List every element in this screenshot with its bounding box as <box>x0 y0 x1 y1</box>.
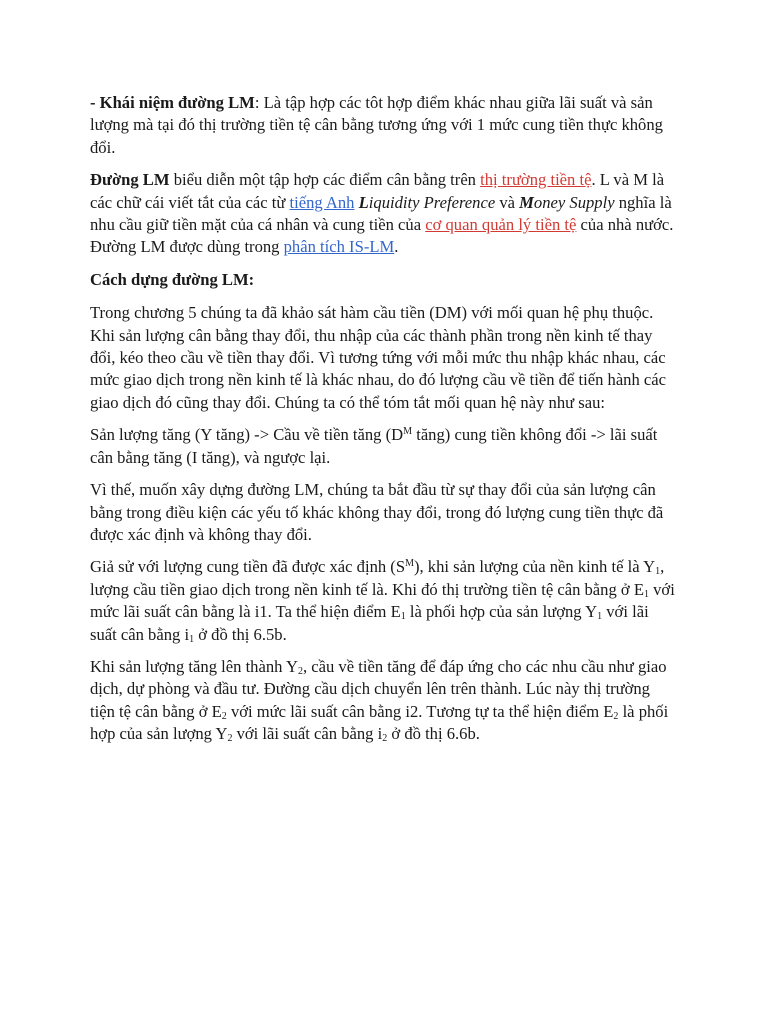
lm-concept-lead: - Khái niệm đường LM <box>90 93 255 112</box>
text-run: với mức lãi suất cân bằng i2. Tương tự ta thể hiện điểm E <box>226 701 614 721</box>
subscript: 2 <box>227 733 233 745</box>
text-run: tăng) cung tiền không đổi -> lãi suất cân bằng tăng (I tăng), và ngược lại. <box>90 425 658 467</box>
subscript: 1 <box>597 611 603 623</box>
paragraph-construction <box>90 479 678 546</box>
text-run: ở đồ thị 6.6b. <box>387 724 480 744</box>
text-run: nghĩa là nhu cầu giữ tiền mặt của cá nhân và cung tiền của <box>90 192 672 235</box>
section-heading <box>90 269 678 291</box>
term-initial-m: M <box>519 192 534 212</box>
text-run: với lãi suất cân bằng i <box>232 724 383 744</box>
text-run: . L và M là các chữ cái viết tắt của các từ <box>90 170 665 212</box>
lm-definition-lead: Đường LM <box>90 170 170 190</box>
term-rest: oney Supply <box>533 192 615 212</box>
link-english[interactable]: tiếng Anh <box>289 192 355 212</box>
text-run: Khi sản lượng tăng lên thành Y <box>90 656 298 676</box>
subscript: 1 <box>400 611 406 623</box>
subscript: 1 <box>643 588 649 600</box>
text-run: . <box>394 237 399 257</box>
paragraph-lm-definition <box>90 169 678 259</box>
text-run: biểu diễn một tập hợp các điểm cân bằng trên <box>169 170 481 190</box>
link-is-lm-analysis[interactable]: phân tích IS-LM <box>283 237 395 257</box>
link-money-market[interactable]: thị trường tiền tệ <box>480 170 592 190</box>
paragraph-money-demand <box>90 302 678 414</box>
subscript: 2 <box>297 665 303 677</box>
text-run: Giả sử với lượng cung tiền đã được xác định (S <box>90 557 406 577</box>
text-run: của nhà nước. Đường LM được dùng trong <box>90 215 674 257</box>
superscript: M <box>405 558 414 570</box>
text-run: , cầu về tiền tăng để đáp ứng cho các nhu cầu như giao dịch, dự phòng và đầu tư. Đường cầu dịch chuyển lên trên thành. Lúc này thị trường tiện tệ cân bằng ở E <box>90 656 667 721</box>
text-run: Sản lượng tăng (Y tăng) -> Cầu về tiền tăng (D <box>90 425 404 445</box>
term-rest: iquidity Preference <box>368 192 496 212</box>
text-run: , lượng cầu tiền giao dịch trong nền kinh tế là. Khi đó thị trường tiền tệ cân bằng ở E <box>90 557 665 599</box>
subscript: 2 <box>221 710 227 722</box>
text-run: ở đồ thị 6.5b. <box>194 624 287 644</box>
link-monetary-authority[interactable]: cơ quan quản lý tiền tệ <box>425 215 577 235</box>
text-run: Trong chương 5 chúng ta đã khảo sát hàm cầu tiền (DM) với mối quan hệ phụ thuộc. Khi sản lượng cân bằng thay đổi, thu nhập của các thành phần trong nền kinh tế thay đổi, kéo theo cầu về tiền thay đổi. Vì tương tứng với mỗi mức thu nhập khác nhau, các mức giao dịch trong nền kinh tế là khác nhau, do đó lượng cầu về tiền để tiến hành các giao dịch đó cũng thay đổi. Chúng ta có thể tóm tắt mối quan hệ này như sau: <box>90 303 667 412</box>
text-run: là phối hợp của sản lượng Y <box>90 701 669 744</box>
term-money-supply <box>519 193 614 212</box>
text-run: với lãi suất cân bằng i <box>90 602 649 644</box>
superscript: M <box>403 426 413 438</box>
subscript: 1 <box>655 566 661 578</box>
text-run: với mức lãi suất cân bằng là i1. Ta thể hiện điểm E <box>90 579 675 622</box>
text-run: là phối hợp của sản lượng Y <box>405 602 598 622</box>
text-run: ), khi sản lượng của nền kinh tế là Y <box>413 557 656 577</box>
term-initial-l: L <box>358 192 369 212</box>
paragraph-lm-concept <box>90 92 678 159</box>
subscript: 2 <box>382 733 388 745</box>
subscript: 2 <box>613 710 619 722</box>
text-run: Vì thế, muốn xây dựng đường LM, chúng ta bắt đầu từ sự thay đổi của sản lượng cân bằng trong điều kiện các yếu tố khác không thay đổi, trong đó lượng cung tiền thực đã được xác định và không thay đổi. <box>90 480 664 544</box>
subscript: 1 <box>189 633 195 645</box>
paragraph-equilibrium-e2 <box>90 656 678 746</box>
paragraph-relationship <box>90 424 678 469</box>
section-heading-text: Cách dựng đường LM: <box>90 269 255 289</box>
lm-concept-text: : Là tập hợp các tôt hợp điểm khác nhau giữa lãi suất và sản lượng mà tại đó thị trường tiền tệ cân bằng tương ứng với 1 mức cung tiền thực không đổi. <box>90 93 663 157</box>
text-run: và <box>495 192 520 212</box>
paragraph-equilibrium-e1 <box>90 556 678 646</box>
term-liquidity-preference <box>359 193 496 212</box>
